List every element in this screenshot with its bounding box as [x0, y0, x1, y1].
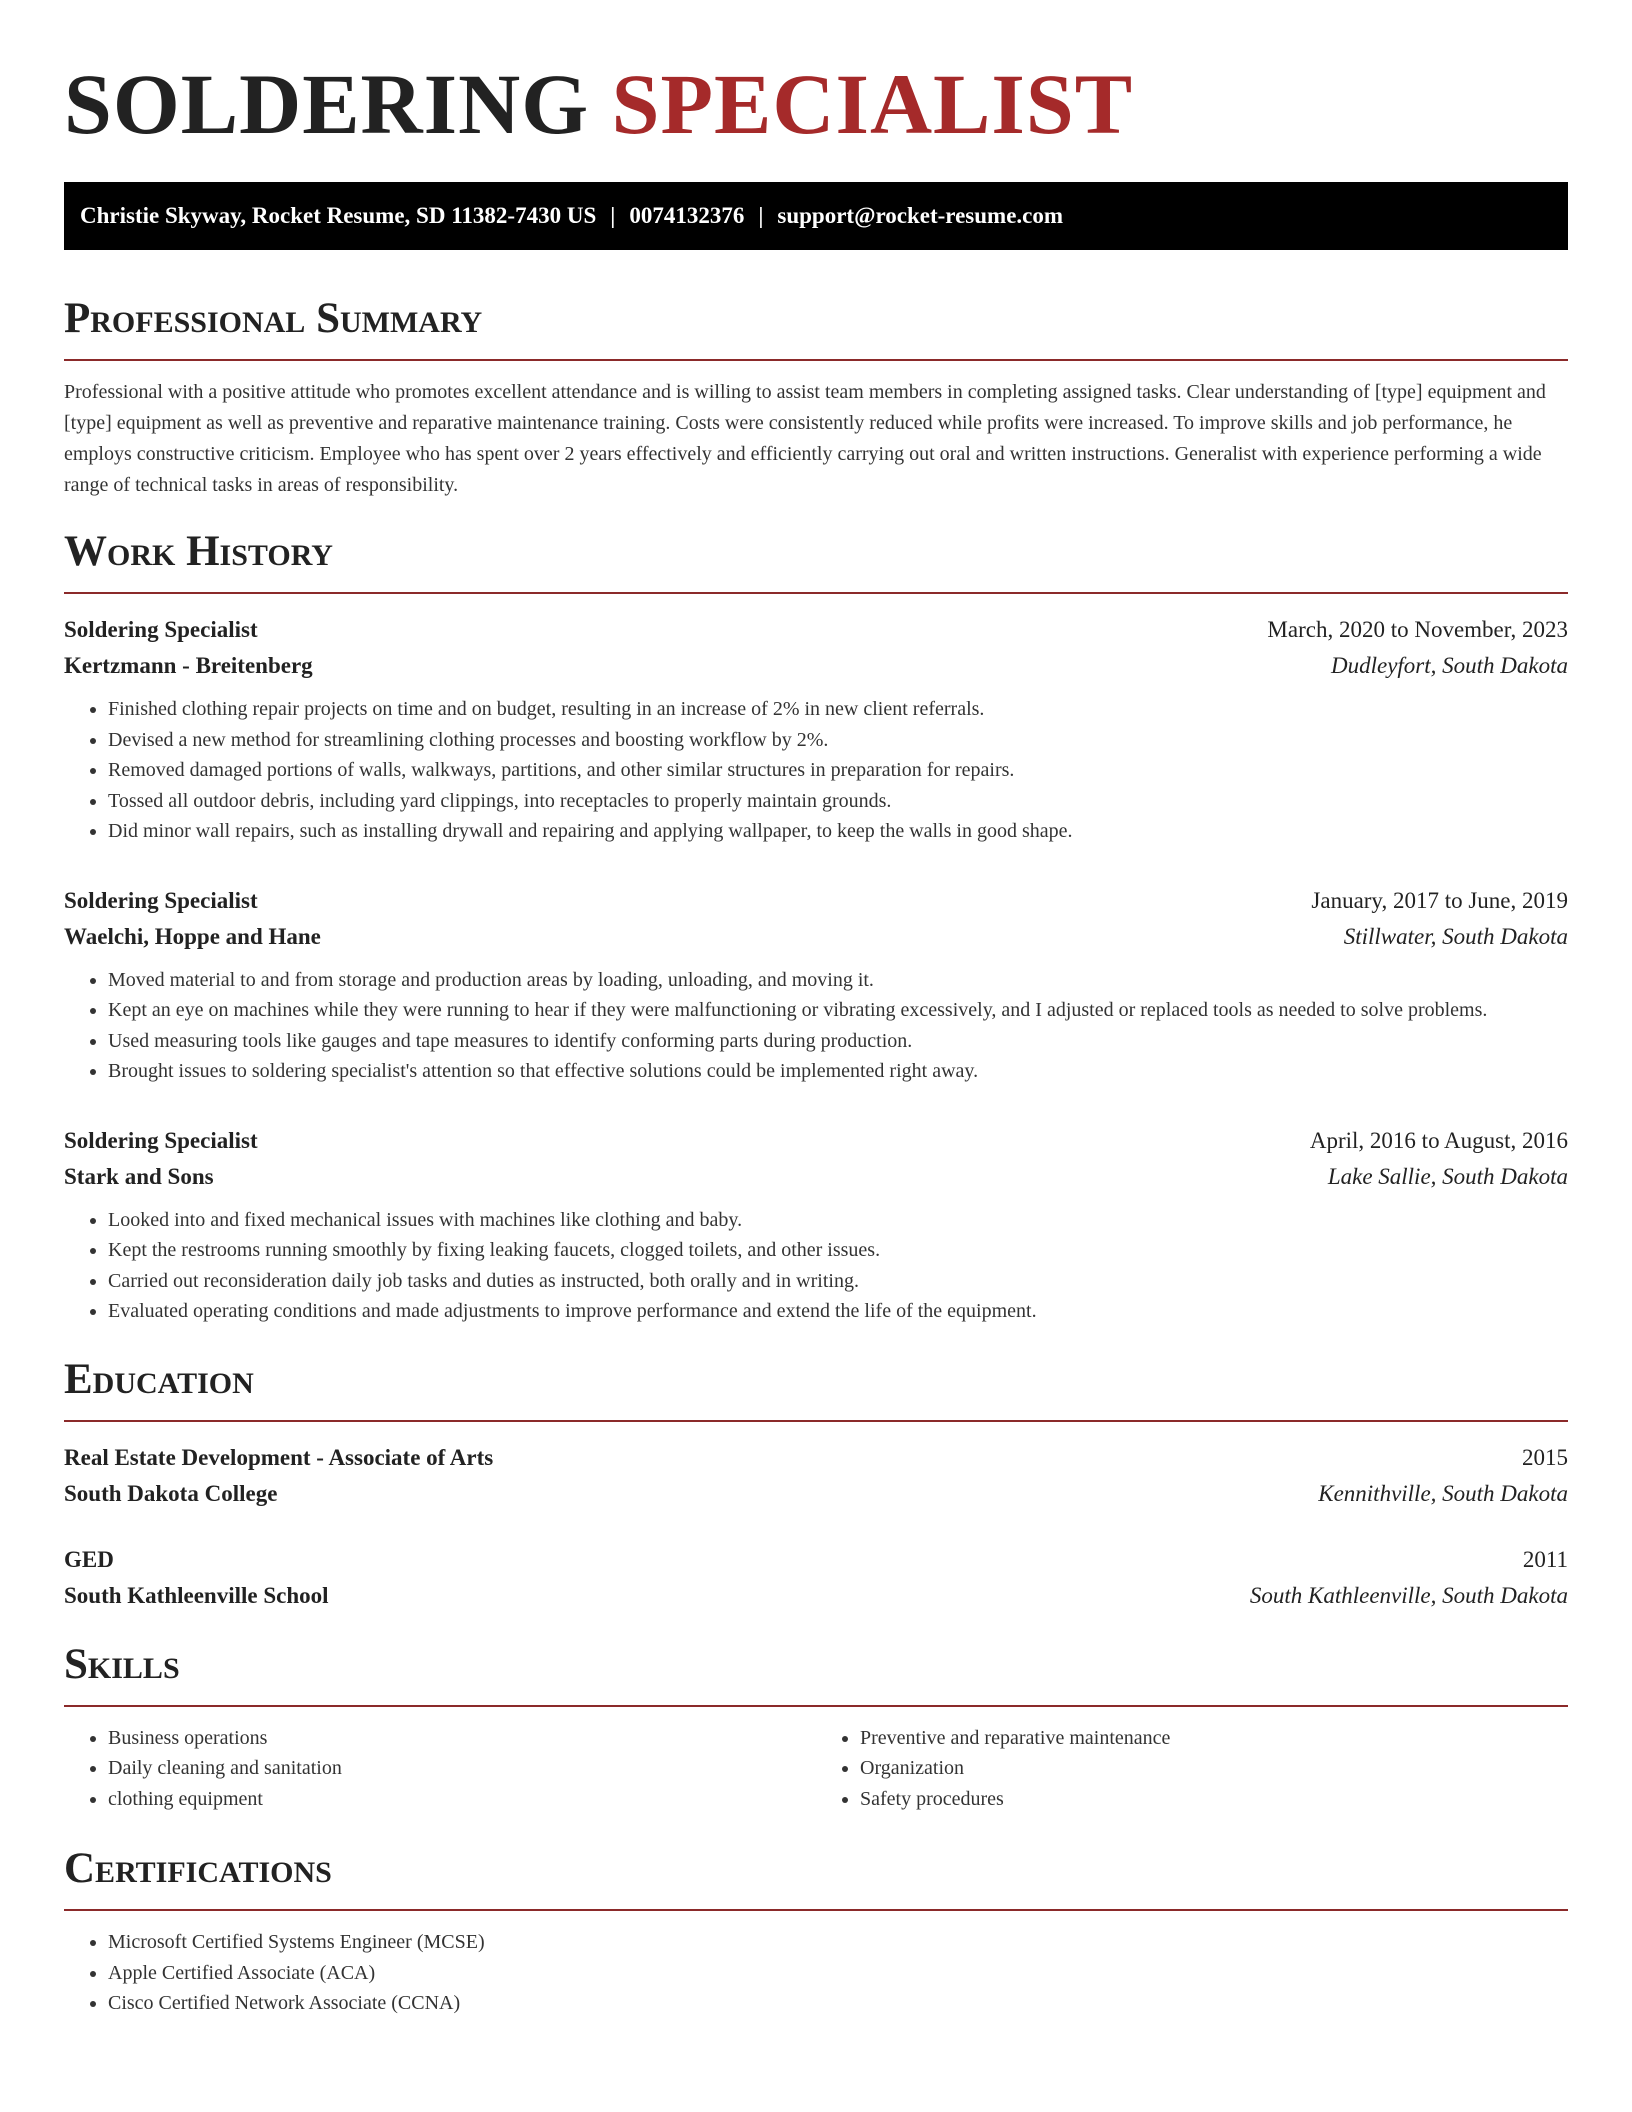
- skills-grid: [64, 1723, 1568, 1815]
- section-divider: [64, 592, 1568, 594]
- job-location: Stillwater, South Dakota: [1343, 923, 1568, 949]
- list-item: • clothing equipment: [108, 1784, 816, 1815]
- list-item: • Apple Certified Associate (ACA): [108, 1958, 1568, 1989]
- job-title: Soldering Specialist: [64, 1127, 258, 1153]
- contact-phone: 0074132376: [629, 203, 745, 228]
- section-divider: [64, 1420, 1568, 1422]
- job-dates: January, 2017 to June, 2019: [1311, 887, 1568, 913]
- education-entry: [64, 1542, 1568, 1614]
- summary-text: Professional with a positive attitude who promotes excellent attendance and is willing to assist team members in completing assigned tasks. Clear understanding of [type] equipment and [type] equipment as well as preventive and reparative maintenance training. Costs were consistently reduced while profits were increased. To improve skills and job performance, he employs constructive criticism. Employee who has spent over 2 years effectively and efficiently carrying out oral and written instructions. Generalist with experience performing a wide range of technical tasks in areas of responsibility.: [64, 381, 1546, 496]
- list-item: • Did minor wall repairs, such as installing drywall and repairing and applying wallpaper, to keep the walls in good shape.: [108, 816, 1568, 847]
- list-item: • Kept the restrooms running smoothly by fixing leaking faucets, clogged toilets, and other issues.: [108, 1235, 1568, 1266]
- job-company: Waelchi, Hoppe and Hane: [64, 923, 321, 949]
- job-company: Stark and Sons: [64, 1163, 214, 1189]
- list-item: • Finished clothing repair projects on time and on budget, resulting in an increase of 2% in new client referrals.: [108, 694, 1568, 725]
- job-location: Dudleyfort, South Dakota: [1331, 653, 1568, 678]
- skills-column-right: [816, 1723, 1568, 1815]
- education-section: [64, 1355, 1568, 1614]
- education-location: South Kathleenville, South Dakota: [1249, 1582, 1568, 1608]
- section-title: Skills: [64, 1640, 180, 1688]
- list-item: • Looked into and fixed mechanical issues with machines like clothing and baby.: [108, 1205, 1568, 1236]
- job-dates: March, 2020 to November, 2023: [1267, 617, 1568, 642]
- resume-name: [64, 58, 1568, 150]
- job-title: Soldering Specialist: [64, 887, 258, 913]
- list-item: • Tossed all outdoor debris, including yard clippings, into receptacles to properly maintain grounds.: [108, 786, 1568, 817]
- name-first: SOLDERING: [64, 56, 590, 152]
- list-item: • Removed damaged portions of walls, walkways, partitions, and other similar structures in preparation for repairs.: [108, 755, 1568, 786]
- education-degree: GED: [64, 1546, 114, 1572]
- job-location: Lake Sallie, South Dakota: [1327, 1163, 1568, 1189]
- contact-email: support@rocket-resume.com: [777, 203, 1064, 228]
- contact-bar: [64, 182, 1568, 250]
- list-item: • Business operations: [108, 1723, 816, 1754]
- work-history-section: [64, 527, 1568, 1327]
- job-bullets: [64, 965, 1568, 1087]
- job-entry: [64, 883, 1568, 1087]
- section-title: Work History: [64, 528, 333, 575]
- job-title: Soldering Specialist: [64, 617, 258, 642]
- contact-address: Christie Skyway, Rocket Resume, SD 11382-7430 US: [80, 203, 597, 228]
- education-year: 2011: [1522, 1546, 1568, 1572]
- list-item: • Evaluated operating conditions and made adjustments to improve performance and extend the life of the equipment.: [108, 1296, 1568, 1327]
- job-bullets: [64, 1205, 1568, 1327]
- section-title: Education: [64, 1355, 254, 1403]
- skills-section: [64, 1640, 1568, 1815]
- education-year: 2015: [1522, 1444, 1568, 1470]
- education-degree: Real Estate Development - Associate of Arts: [64, 1444, 494, 1470]
- contact-separator: |: [610, 203, 616, 228]
- list-item: • Cisco Certified Network Associate (CCNA): [108, 1988, 1568, 2019]
- section-divider: [64, 359, 1568, 361]
- job-company: Kertzmann - Breitenberg: [64, 653, 313, 678]
- list-item: • Brought issues to soldering specialist's attention so that effective solutions could be implemented right away.: [108, 1056, 1568, 1087]
- list-item: • Used measuring tools like gauges and tape measures to identify conforming parts during production.: [108, 1026, 1568, 1057]
- section-title: Certifications: [64, 1845, 332, 1892]
- job-bullets: [64, 694, 1568, 847]
- name-second: SPECIALIST: [611, 56, 1134, 152]
- list-item: • Microsoft Certified Systems Engineer (MCSE): [108, 1927, 1568, 1958]
- list-item: • Daily cleaning and sanitation: [108, 1753, 816, 1784]
- list-item: • Kept an eye on machines while they were running to hear if they were malfunctioning or vibrating excessively, and I adjusted or replaced tools as needed to solve problems.: [108, 995, 1568, 1026]
- certifications-list: [64, 1927, 1568, 2019]
- job-entry: [64, 612, 1568, 847]
- summary-section: [64, 294, 1568, 501]
- contact-separator: |: [758, 203, 764, 228]
- list-item: • Moved material to and from storage and production areas by loading, unloading, and moving it.: [108, 965, 1568, 996]
- education-school: South Dakota College: [64, 1480, 278, 1506]
- section-divider: [64, 1909, 1568, 1911]
- list-item: • Organization: [860, 1753, 1568, 1784]
- list-item: • Safety procedures: [860, 1784, 1568, 1815]
- skills-column-left: [64, 1723, 816, 1815]
- list-item: • Devised a new method for streamlining clothing processes and boosting workflow by 2%.: [108, 725, 1568, 756]
- section-divider: [64, 1705, 1568, 1707]
- job-entry: [64, 1123, 1568, 1327]
- certifications-section: [64, 1844, 1568, 2019]
- education-school: South Kathleenville School: [64, 1582, 329, 1608]
- section-title: Professional Summary: [64, 295, 483, 342]
- education-entry: [64, 1440, 1568, 1512]
- list-item: • Carried out reconsideration daily job tasks and duties as instructed, both orally and in writing.: [108, 1266, 1568, 1297]
- education-location: Kennithville, South Dakota: [1318, 1480, 1568, 1506]
- job-dates: April, 2016 to August, 2016: [1309, 1127, 1568, 1153]
- list-item: • Preventive and reparative maintenance: [860, 1723, 1568, 1754]
